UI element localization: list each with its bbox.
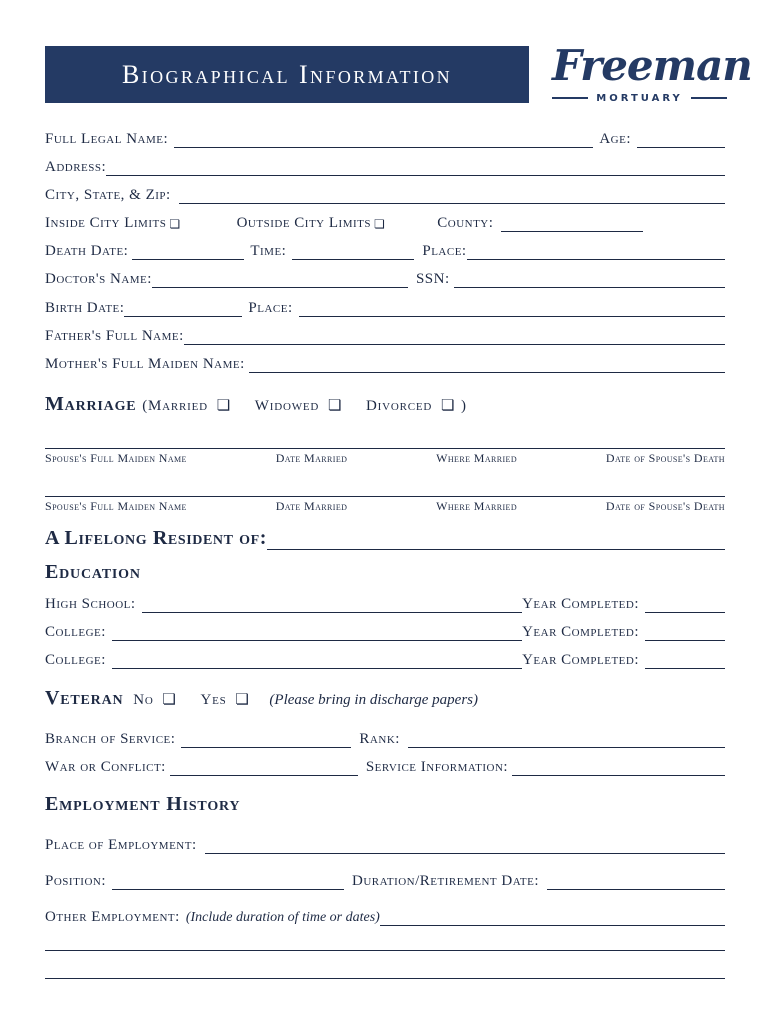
veteran-no-checkbox[interactable]: ❏ [162, 692, 177, 708]
other-employment-line-3[interactable] [45, 978, 725, 979]
branch-label: Branch of Service: [45, 731, 176, 747]
age-label: Age: [599, 131, 631, 147]
fathers-name-label: Father's Full Name: [45, 328, 184, 344]
resident-label: A Lifelong Resident of: [45, 527, 268, 549]
college-2-year-field[interactable] [645, 652, 725, 669]
age-field[interactable] [637, 131, 725, 148]
death-place-label: Place: [422, 243, 467, 259]
address-field[interactable] [106, 159, 725, 176]
inside-city-limits-checkbox[interactable]: ❏ [169, 217, 181, 231]
row-war-service [45, 754, 725, 776]
logo-rule-right [691, 97, 727, 99]
row-city-limits [45, 210, 725, 232]
caption-spouse-name: Spouse's Full Maiden Name [45, 451, 187, 465]
service-info-label: Service Information: [365, 759, 509, 775]
row-birth [45, 295, 725, 317]
rank-field[interactable] [408, 731, 725, 748]
death-place-field[interactable] [467, 243, 725, 260]
divorced-label: Divorced [366, 398, 433, 414]
logo-rule-left [552, 97, 588, 99]
row-father [45, 323, 725, 345]
service-info-field[interactable] [512, 759, 725, 776]
duration-field[interactable] [547, 873, 725, 890]
high-school-label: High School: [45, 596, 136, 612]
logo-subtitle [552, 91, 727, 105]
row-name-age [45, 126, 725, 148]
rank-label: Rank: [359, 731, 400, 747]
outside-city-limits-checkbox[interactable]: ❏ [373, 217, 386, 231]
ssn-label: SSN: [415, 271, 450, 287]
time-field[interactable] [292, 243, 414, 260]
college-1-field[interactable] [112, 624, 522, 641]
employment-title: Employment History [45, 793, 241, 815]
row-college-2 [45, 647, 725, 669]
veteran-yes-checkbox[interactable]: ❏ [235, 692, 250, 708]
row-address [45, 154, 725, 176]
year-completed-label: Year Completed: [522, 596, 639, 612]
marriage-close-paren: ) [461, 398, 467, 414]
fathers-name-field[interactable] [184, 328, 725, 345]
address-label: Address: [45, 159, 107, 175]
row-position-duration [45, 868, 725, 890]
high-school-field[interactable] [142, 596, 523, 613]
spouse-1-captions [45, 451, 725, 466]
other-employment-label: Other Employment: [45, 909, 180, 925]
caption-spouse-death: Date of Spouse's Death [605, 451, 725, 465]
war-field[interactable] [170, 759, 358, 776]
place-of-employment-label: Place of Employment: [45, 837, 197, 853]
row-city-state-zip [45, 182, 725, 204]
college-label: College: [45, 624, 106, 640]
birth-place-field[interactable] [299, 300, 725, 317]
widowed-checkbox[interactable]: ❏ [327, 398, 343, 414]
ssn-field[interactable] [454, 271, 725, 288]
discharge-papers-note: (Please bring in discharge papers) [269, 692, 479, 708]
caption-spouse-name: Spouse's Full Maiden Name [45, 499, 187, 513]
inside-city-limits-label: Inside City Limits [45, 215, 167, 231]
row-death [45, 238, 725, 260]
row-resident [45, 524, 725, 550]
row-place-of-employment [45, 832, 725, 854]
county-label: County: [437, 215, 494, 231]
veteran-title: Veteran [45, 687, 124, 709]
marriage-section [45, 393, 467, 416]
row-other-employment [45, 904, 725, 926]
veteran-yes-label: Yes [200, 692, 227, 708]
row-doctor-ssn [45, 266, 725, 288]
veteran-section [45, 687, 478, 710]
college-2-field[interactable] [112, 652, 522, 669]
caption-where-married: Where Married [436, 451, 518, 465]
other-employment-line-2[interactable] [45, 950, 725, 951]
position-field[interactable] [112, 873, 344, 890]
college-label: College: [45, 652, 106, 668]
married-label: (Married [142, 398, 208, 414]
outside-city-limits-label: Outside City Limits [236, 215, 371, 231]
caption-where-married: Where Married [436, 499, 518, 513]
veteran-no-label: No [133, 692, 154, 708]
logo-name: Freeman [552, 41, 752, 90]
birth-place-label: Place: [248, 300, 293, 316]
duration-label: Duration/Retirement Date: [352, 873, 540, 889]
doctors-name-label: Doctor's Name: [45, 271, 152, 287]
spouse-1-line[interactable] [45, 448, 725, 449]
married-checkbox[interactable]: ❏ [216, 398, 231, 414]
war-label: War or Conflict: [45, 759, 166, 775]
year-completed-label: Year Completed: [522, 652, 639, 668]
mothers-name-field[interactable] [249, 356, 725, 373]
branch-field[interactable] [181, 731, 351, 748]
year-completed-label: Year Completed: [522, 624, 639, 640]
freeman-mortuary-logo [552, 41, 752, 106]
spouse-2-captions [45, 499, 725, 514]
birth-date-label: Birth Date: [45, 300, 125, 316]
position-label: Position: [45, 873, 107, 889]
row-mother [45, 351, 725, 373]
other-employment-field[interactable] [380, 909, 725, 926]
doctors-name-field[interactable] [152, 271, 408, 288]
caption-date-married: Date Married [275, 451, 348, 465]
page-title: Biographical Information [45, 46, 529, 103]
education-title: Education [45, 561, 141, 583]
time-label: Time: [250, 243, 287, 259]
death-date-label: Death Date: [45, 243, 129, 259]
high-school-year-field[interactable] [645, 596, 725, 613]
caption-date-married: Date Married [275, 499, 348, 513]
city-state-zip-label: City, State, & Zip: [45, 187, 171, 203]
spouse-2-line[interactable] [45, 496, 725, 497]
birth-date-field[interactable] [124, 300, 242, 317]
divorced-checkbox[interactable]: ❏ [440, 398, 456, 414]
row-high-school [45, 591, 725, 613]
marriage-title: Marriage [45, 393, 137, 415]
resident-field[interactable] [267, 529, 725, 550]
death-date-field[interactable] [132, 243, 244, 260]
county-field[interactable] [501, 215, 643, 232]
logo-subtitle-text: MORTUARY [596, 92, 683, 104]
full-legal-name-label: Full Legal Name: [45, 131, 169, 147]
city-state-zip-field[interactable] [179, 187, 725, 204]
college-1-year-field[interactable] [645, 624, 725, 641]
caption-spouse-death: Date of Spouse's Death [605, 499, 725, 513]
row-branch-rank [45, 726, 725, 748]
widowed-label: Widowed [254, 398, 320, 414]
other-employment-note: (Include duration of time or dates) [185, 910, 380, 925]
place-of-employment-field[interactable] [205, 837, 725, 854]
row-college-1 [45, 619, 725, 641]
full-legal-name-field[interactable] [174, 131, 593, 148]
mothers-name-label: Mother's Full Maiden Name: [45, 356, 245, 372]
